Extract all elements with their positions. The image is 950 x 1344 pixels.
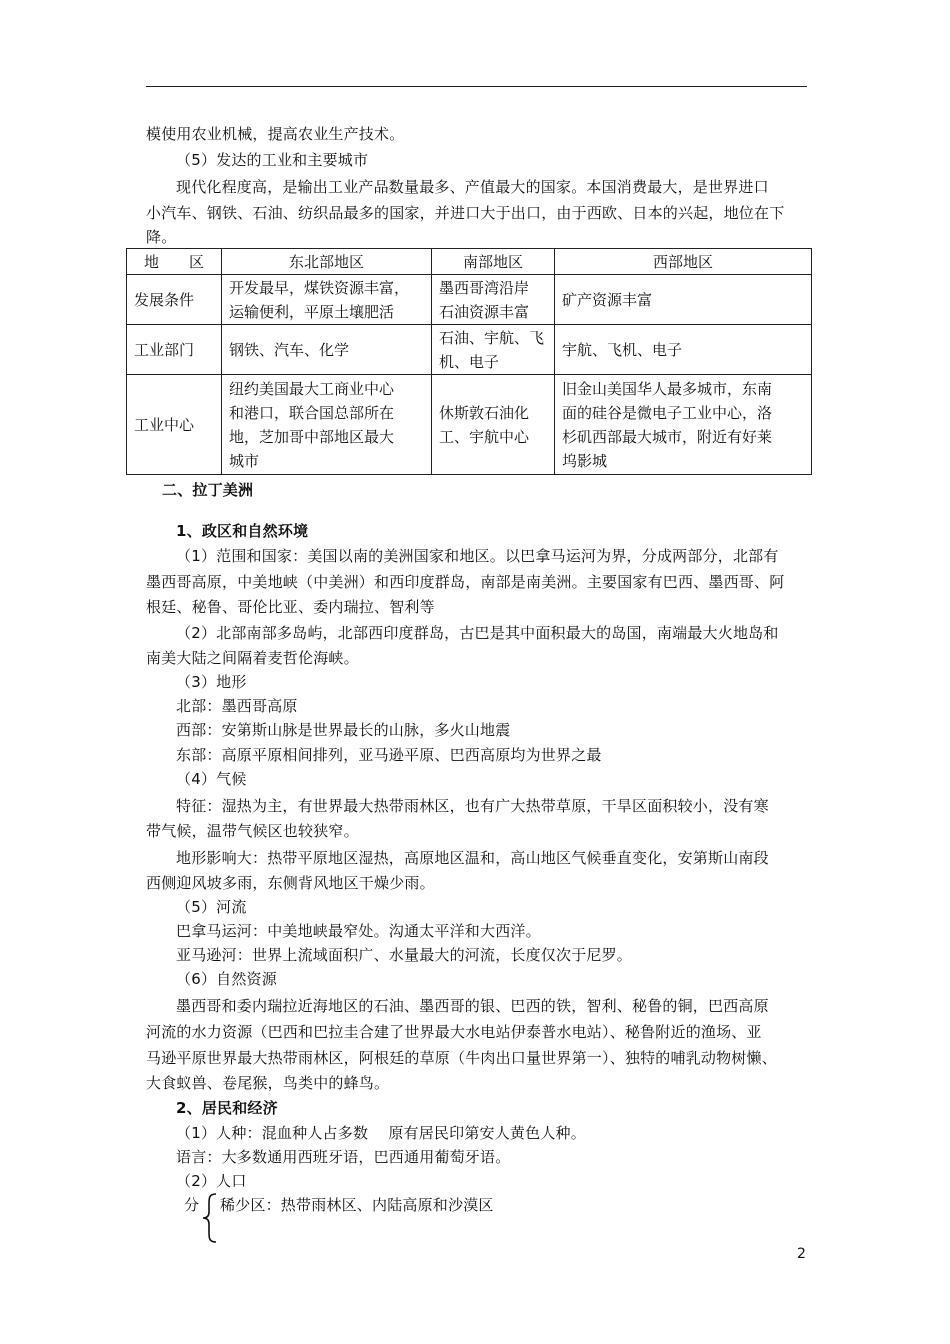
text-line: 分 <box>184 1196 200 1214</box>
text-line: 东部：高原平原相间排列，亚马逊平原、巴西高原均为世界之最 <box>176 746 602 764</box>
subheading: （3）地形 <box>176 673 247 691</box>
text-line: 语言：大多数通用西班牙语，巴西通用葡萄牙语。 <box>176 1148 511 1166</box>
table-row <box>127 325 812 375</box>
header-rule <box>146 86 807 87</box>
table-cell <box>222 325 432 375</box>
cell-line: 机、电子 <box>439 352 500 371</box>
section-heading: 1、政区和自然环境 <box>176 522 309 540</box>
text-line: （1）范围和国家：美国以南的美洲国家和地区。以巴拿马运河为界，分成两部分，北部有 <box>176 547 779 565</box>
table-cell <box>432 325 555 375</box>
text-line: 北部：墨西哥高原 <box>176 697 298 715</box>
text-line: 根廷、秘鲁、哥伦比亚、委内瑞拉、智利等 <box>146 598 435 616</box>
text-line: （2）北部南部多岛屿，北部西印度群岛，古巴是其中面积最大的岛国，南端最大火地岛和 <box>176 624 779 642</box>
cell-line: 杉矶西部最大城市，附近有好莱 <box>562 427 773 446</box>
cell-line: 和港口，联合国总部所在 <box>229 403 395 422</box>
cell-line: 宇航、飞机、电子 <box>562 340 683 359</box>
text-line: 西部：安第斯山脉是世界最长的山脉，多火山地震 <box>176 721 511 739</box>
text-line: 特征：湿热为主，有世界最大热带雨林区，也有广大热带草原，干旱区面积较小，没有寒 <box>176 797 769 815</box>
text-line: 地形影响大：热带平原地区湿热，高原地区温和，高山地区气候垂直变化，安第斯山南段 <box>176 849 769 867</box>
page-number: 2 <box>797 1246 806 1262</box>
text-line: 模使用农业机械，提高农业生产技术。 <box>146 125 405 143</box>
table-row <box>127 275 812 325</box>
text-line: 现代化程度高，是输出工业产品数量最多、产值最大的国家。本国消费最大，是世界进口 <box>176 178 769 196</box>
table-cell <box>555 375 812 475</box>
text-line: 墨西哥高原，中美地峡（中美洲）和西印度群岛，南部是南美洲。主要国家有巴西、墨西哥、阿 <box>146 573 785 591</box>
industry-table <box>126 248 812 475</box>
curly-brace-icon <box>200 1192 218 1244</box>
cell-line: 墨西哥湾沿岸 <box>439 278 530 297</box>
cell-line: 工、宇航中心 <box>439 427 530 446</box>
text-line: 南美大陆之间隔着麦哲伦海峡。 <box>146 649 359 667</box>
cell-line: 旧金山美国华人最多城市，东南 <box>562 379 773 398</box>
cell-line: 面的硅谷是微电子工业中心，洛 <box>562 403 773 422</box>
text-line: 小汽车、钢铁、石油、纺织品最多的国家，并进口大于出口，由于西欧、日本的兴起，地位在下 <box>146 204 785 222</box>
table-row <box>127 375 812 475</box>
table-cell <box>222 375 432 475</box>
cell-line: 开发最早，煤铁资源丰富， <box>229 278 410 297</box>
cell-line: 石油、宇航、飞 <box>439 328 545 347</box>
row-label: 工业中心 <box>127 375 222 475</box>
header-cell: 南部地区 <box>432 249 555 275</box>
text-line: 降。 <box>146 228 177 246</box>
section-title: 二、拉丁美洲 <box>162 481 254 499</box>
text-line: 亚马逊河：世界上流域面积广、水量最大的河流，长度仅次于尼罗。 <box>176 946 633 964</box>
table-cell <box>222 275 432 325</box>
text-line: 大食蚁兽、卷尾猴，鸟类中的蜂鸟。 <box>146 1074 390 1092</box>
table-cell <box>555 325 812 375</box>
row-label: 发展条件 <box>127 275 222 325</box>
cell-line: 石油资源丰富 <box>439 302 530 321</box>
subheading: （5）河流 <box>176 898 247 916</box>
subheading: （4）气候 <box>176 770 247 788</box>
text-line: 西侧迎风坡多雨，东侧背风地区干燥少雨。 <box>146 874 435 892</box>
text-line: 墨西哥和委内瑞拉近海地区的石油、墨西哥的银、巴西的铁，智利、秘鲁的铜，巴西高原 <box>176 997 769 1015</box>
header-cell: 东北部地区 <box>222 249 432 275</box>
cell-line: 城市 <box>229 451 260 470</box>
cell-line: 地，芝加哥中部地区最大 <box>229 427 395 446</box>
cell-line: 坞影城 <box>562 451 608 470</box>
text-line: 带气候，温带气候区也较狭窄。 <box>146 822 359 840</box>
header-cell: 西部地区 <box>555 249 812 275</box>
cell-line: 休斯敦石油化 <box>439 403 530 422</box>
table-cell <box>432 375 555 475</box>
text-line: 巴拿马运河：中美地峡最窄处。沟通太平洋和大西洋。 <box>176 922 541 940</box>
subheading: （2）人口 <box>176 1172 247 1190</box>
cell-line: 运输便利，平原土壤肥活 <box>229 302 395 321</box>
subheading: （5）发达的工业和主要城市 <box>176 151 369 169</box>
text-line: 稀少区：热带雨林区、内陆高原和沙漠区 <box>220 1196 494 1214</box>
table-cell <box>432 275 555 325</box>
row-label: 工业部门 <box>127 325 222 375</box>
text-line: 河流的水力资源（巴西和巴拉圭合建了世界最大水电站伊泰普水电站）、秘鲁附近的渔场、亚 <box>146 1023 762 1041</box>
cell-line: 矿产资源丰富 <box>562 290 653 309</box>
text-line: 马逊平原世界最大热带雨林区，阿根廷的草原（牛肉出口量世界第一）、独特的哺乳动物树懒、 <box>146 1049 777 1067</box>
text-line: （1）人种：混血种人占多数 原有居民印第安人黄色人种。 <box>176 1124 586 1142</box>
table-header-row <box>127 249 812 275</box>
cell-line: 钢铁、汽车、化学 <box>229 340 350 359</box>
section-heading: 2、居民和经济 <box>176 1099 278 1117</box>
table-cell <box>555 275 812 325</box>
header-cell: 地 区 <box>127 249 222 275</box>
cell-line: 纽约美国最大工商业中心 <box>229 379 395 398</box>
subheading: （6）自然资源 <box>176 970 277 988</box>
